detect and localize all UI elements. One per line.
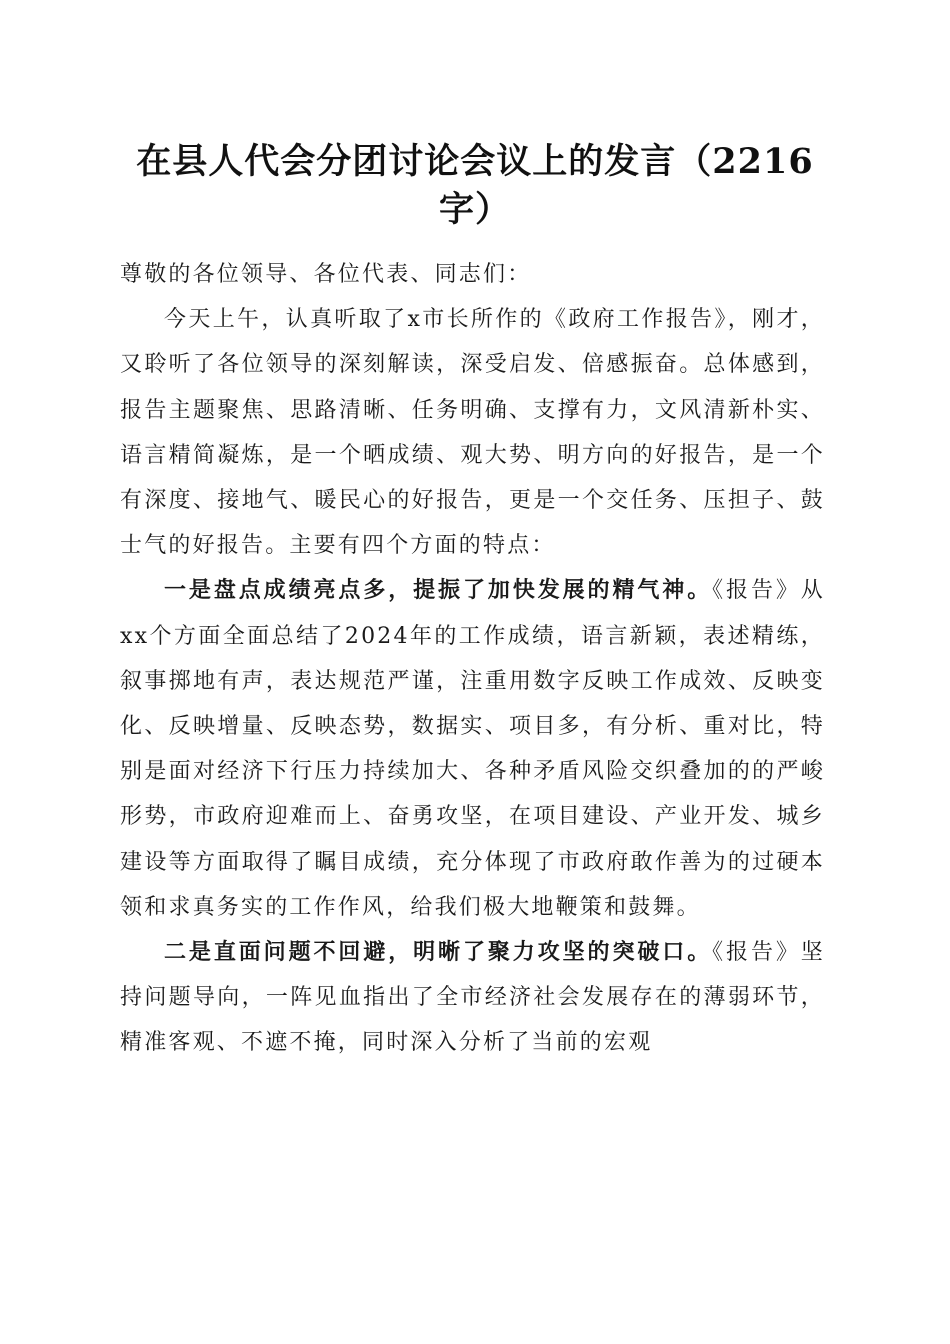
paragraph-point-one-text: 《报告》从xx个方面全面总结了2024年的工作成绩，语言新颖，表述精练，叙事掷地有声，表达规范严谨，注重用数字反映工作成效、反映变化、反映增量、反映态势，数据实、项目多，有分析、重对比，特别是面对经济下行压力持续加大、各种矛盾风险交织叠加的的严峻形势，市政府迎难而上、奋勇攻坚，在项目建设、产业开发、城乡建设等方面取得了瞩目成绩，充分体现了市政府敢作善为的过硬本领和求真务实的工作作风，给我们极大地鞭策和鼓舞。 <box>120 578 825 920</box>
document-body <box>120 252 825 1066</box>
paragraph-point-two-text: 《报告》坚持问题导向，一阵见血指出了全市经济社会发展存在的薄弱环节，精准客观、不遮不掩，同时深入分析了当前的宏观 <box>120 940 825 1056</box>
paragraph-point-two-heading: 二是直面问题不回避，明晰了聚力攻坚的突破口。 <box>164 939 713 966</box>
paragraph-intro-text: 今天上午，认真听取了x市长所作的《政府工作报告》，刚才，又聆听了各位领导的深刻解读，深受启发、倍感振奋。总体感到，报告主题聚焦、思路清晰、任务明确、支撑有力，文风清新朴实、语言精简凝炼，是一个晒成绩、观大势、明方向的好报告，是一个有深度、接地气、暖民心的好报告，更是一个交任务、压担子、鼓士气的好报告。主要有四个方面的特点： <box>120 307 825 559</box>
paragraph-point-one <box>120 568 825 930</box>
paragraph-point-one-heading: 一是盘点成绩亮点多，提振了加快发展的精气神。 <box>164 577 713 604</box>
document-title: 在县人代会分团讨论会议上的发言（2216字） <box>136 141 814 230</box>
salutation: 尊敬的各位领导、各位代表、同志们： <box>120 262 532 287</box>
paragraph-intro <box>120 297 825 568</box>
paragraph-point-two <box>120 930 825 1066</box>
